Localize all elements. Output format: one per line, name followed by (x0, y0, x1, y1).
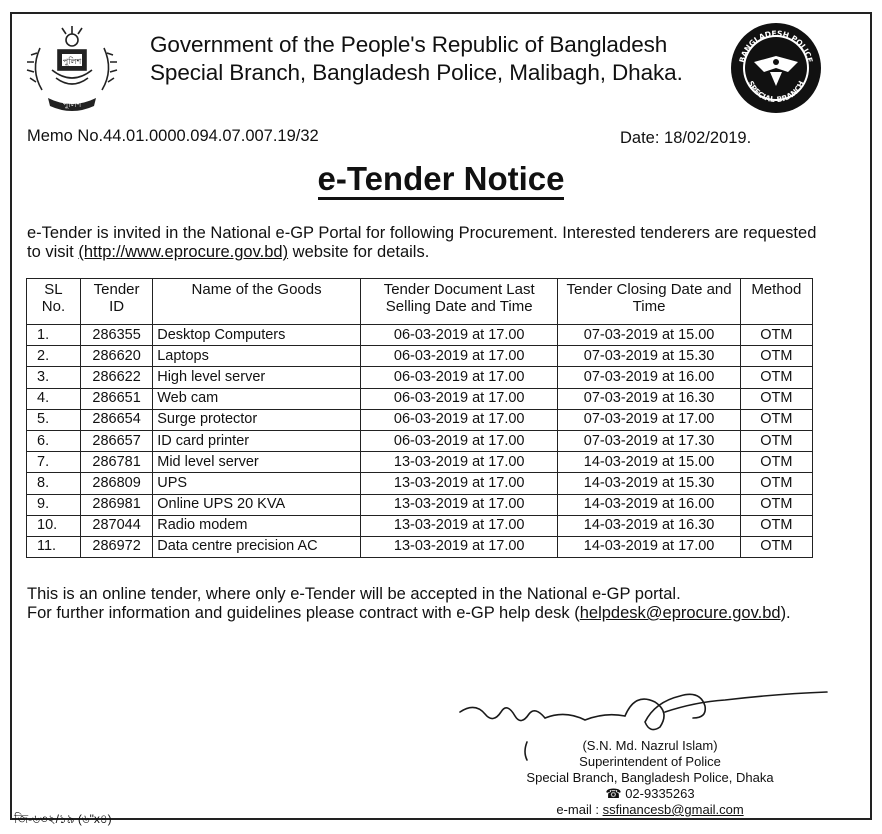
signatory-designation: Superintendent of Police (579, 754, 721, 769)
footer-line-2-end: ). (780, 604, 791, 622)
cell-goods: Surge protector (153, 409, 361, 430)
cell-id: 286654 (80, 409, 152, 430)
cell-method: OTM (740, 536, 812, 557)
signatory-name: (S.N. Md. Nazrul Islam) (582, 738, 718, 753)
helpdesk-email-link[interactable]: helpdesk@eprocure.gov.bd (579, 604, 781, 622)
header-sl: SL No. (27, 279, 81, 325)
badge-top-text: BANGLADESH POLICE (737, 28, 815, 64)
cell-goods: Web cam (153, 388, 361, 409)
table-row (27, 473, 813, 494)
intro-paragraph (27, 224, 827, 262)
memo-number: Memo No.44.01.0000.094.07.007.19/32 (27, 127, 319, 145)
table-row (27, 452, 813, 473)
tender-table (26, 278, 813, 558)
phone-icon: ☎ (605, 786, 622, 801)
cell-sell: 06-03-2019 at 17.00 (360, 388, 558, 409)
cell-close: 07-03-2019 at 16.00 (558, 367, 740, 388)
cell-method: OTM (740, 367, 812, 388)
page-title: e-Tender Notice (0, 160, 882, 198)
cell-sell: 13-03-2019 at 17.00 (360, 536, 558, 557)
footer-paragraph (27, 585, 827, 623)
cell-id: 286355 (80, 325, 152, 346)
header-method: Method (740, 279, 812, 325)
cell-sell: 06-03-2019 at 17.00 (360, 409, 558, 430)
cell-close: 07-03-2019 at 16.30 (558, 388, 740, 409)
cell-goods: Laptops (153, 346, 361, 367)
cell-sl: 8. (27, 473, 81, 494)
signatory-email[interactable]: ssfinancesb@gmail.com (602, 802, 744, 817)
cell-close: 07-03-2019 at 15.00 (558, 325, 740, 346)
header-line-1: Government of the People's Republic of Bangladesh (150, 32, 668, 57)
cell-method: OTM (740, 515, 812, 536)
cell-sell: 06-03-2019 at 17.00 (360, 367, 558, 388)
header-line-2: Special Branch, Bangladesh Police, Malibagh, Dhaka. (150, 60, 683, 85)
cell-close: 14-03-2019 at 17.00 (558, 536, 740, 557)
cell-method: OTM (740, 409, 812, 430)
cell-goods: High level server (153, 367, 361, 388)
cell-method: OTM (740, 388, 812, 409)
signatory-office: Special Branch, Bangladesh Police, Dhaka (526, 770, 774, 785)
cell-close: 14-03-2019 at 15.30 (558, 473, 740, 494)
cell-method: OTM (740, 430, 812, 451)
cell-sell: 06-03-2019 at 17.00 (360, 346, 558, 367)
header-goods: Name of the Goods (153, 279, 361, 325)
cell-sell: 13-03-2019 at 17.00 (360, 515, 558, 536)
table-row (27, 409, 813, 430)
cell-id: 286651 (80, 388, 152, 409)
cell-close: 07-03-2019 at 15.30 (558, 346, 740, 367)
signature-block (520, 738, 780, 818)
signatory-phone: 02-9335263 (625, 786, 695, 801)
cell-sell: 13-03-2019 at 17.00 (360, 494, 558, 515)
table-row (27, 367, 813, 388)
cell-sl: 10. (27, 515, 81, 536)
cell-sl: 6. (27, 430, 81, 451)
cell-id: 286981 (80, 494, 152, 515)
bottom-code: জি-৬৩২/১৯ (৬"x৪) (14, 812, 112, 826)
cell-sell: 13-03-2019 at 17.00 (360, 452, 558, 473)
cell-method: OTM (740, 325, 812, 346)
email-label: e-mail : (556, 802, 603, 817)
cell-close: 14-03-2019 at 16.00 (558, 494, 740, 515)
header-last-selling: Tender Document Last Selling Date and Time (360, 279, 558, 325)
bangladesh-police-emblem-icon (22, 20, 122, 118)
cell-close: 14-03-2019 at 15.00 (558, 452, 740, 473)
cell-sl: 3. (27, 367, 81, 388)
cell-id: 286972 (80, 536, 152, 557)
table-row (27, 494, 813, 515)
cell-sell: 06-03-2019 at 17.00 (360, 325, 558, 346)
cell-goods: UPS (153, 473, 361, 494)
cell-sl: 4. (27, 388, 81, 409)
table-row (27, 388, 813, 409)
cell-sl: 9. (27, 494, 81, 515)
table-row (27, 536, 813, 557)
intro-text-after: website for details. (288, 243, 430, 261)
table-row (27, 515, 813, 536)
cell-goods: Data centre precision AC (153, 536, 361, 557)
cell-goods: Mid level server (153, 452, 361, 473)
svg-text:পুলিশ: পুলিশ (62, 57, 82, 66)
cell-id: 286657 (80, 430, 152, 451)
cell-method: OTM (740, 473, 812, 494)
cell-sl: 2. (27, 346, 81, 367)
svg-text:পুলিশ: পুলিশ (62, 100, 82, 109)
badge-bottom-text: SPECIAL BRANCH (745, 79, 807, 105)
cell-method: OTM (740, 494, 812, 515)
table-row (27, 430, 813, 451)
cell-id: 286622 (80, 367, 152, 388)
cell-sell: 06-03-2019 at 17.00 (360, 430, 558, 451)
eprocure-link[interactable]: (http://www.eprocure.gov.bd) (78, 243, 289, 261)
cell-goods: Online UPS 20 KVA (153, 494, 361, 515)
table-row (27, 325, 813, 346)
cell-close: 07-03-2019 at 17.00 (558, 409, 740, 430)
cell-close: 07-03-2019 at 17.30 (558, 430, 740, 451)
notice-date: Date: 18/02/2019. (620, 129, 752, 147)
cell-sl: 11. (27, 536, 81, 557)
footer-line-1: This is an online tender, where only e-Tender will be accepted in the National e-GP portal. (27, 585, 681, 603)
cell-goods: Radio modem (153, 515, 361, 536)
cell-close: 14-03-2019 at 16.30 (558, 515, 740, 536)
special-branch-badge-icon (730, 22, 822, 114)
cell-id: 286781 (80, 452, 152, 473)
cell-id: 286809 (80, 473, 152, 494)
intro-text-before: e-Tender is invited in the National e-GP Portal for following Procurement. Interested tenderers are requested to visit (27, 224, 817, 261)
cell-sell: 13-03-2019 at 17.00 (360, 473, 558, 494)
cell-method: OTM (740, 452, 812, 473)
cell-id: 287044 (80, 515, 152, 536)
cell-sl: 5. (27, 409, 81, 430)
table-row (27, 346, 813, 367)
cell-goods: ID card printer (153, 430, 361, 451)
cell-sl: 1. (27, 325, 81, 346)
header-tender-id: Tender ID (80, 279, 152, 325)
footer-line-2: For further information and guidelines please contract with e-GP help desk ( (27, 604, 580, 622)
cell-goods: Desktop Computers (153, 325, 361, 346)
header-closing: Tender Closing Date and Time (558, 279, 740, 325)
cell-id: 286620 (80, 346, 152, 367)
cell-sl: 7. (27, 452, 81, 473)
cell-method: OTM (740, 346, 812, 367)
